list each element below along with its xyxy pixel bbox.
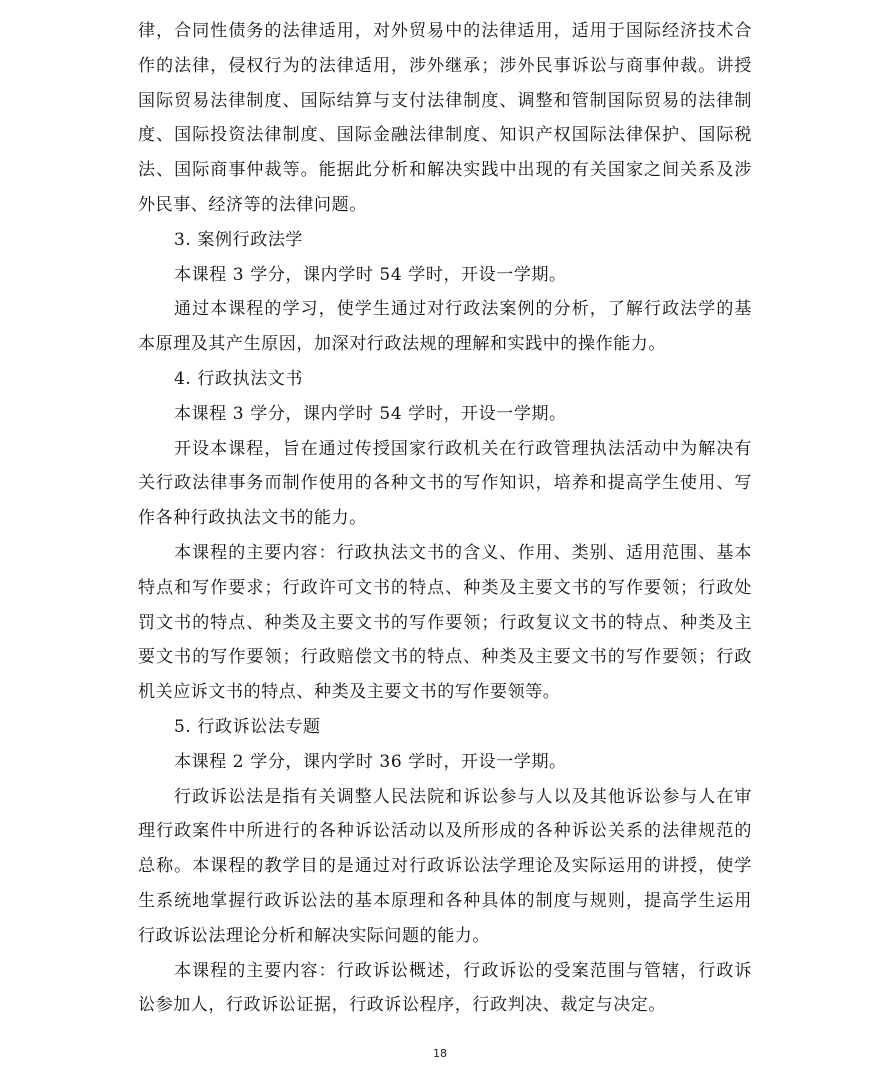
course-credits: 本课程 3 学分，课内学时 54 学时，开设一学期。	[174, 403, 567, 424]
paragraph-continuation: 律，合同性债务的法律适用，对外贸易中的法律适用，适用于国际经济技术合作的法律，侵权行为的法律适用，涉外继承；涉外民事诉讼与商事仲裁。讲授国际贸易法律制度、国际结算与支付法律制度、调整和管制国际贸易的法律制度、国际投资法律制度、国际金融法律制度、知识产权国际法律保护、国际税法、国际商事仲裁等。能据此分析和解决实践中出现的有关国家之间关系及涉外民事、经济等的法律问题。	[138, 21, 752, 215]
course-description: 开设本课程，旨在通过传授国家行政机关在行政管理执法活动中为解决有关行政法律事务而制作使用的各种文书的写作知识，培养和提高学生使用、写作各种行政执法文书的能力。	[138, 438, 752, 529]
course-credits: 本课程 3 学分，课内学时 54 学时，开设一学期。	[174, 264, 567, 285]
section-heading-case-administrative-law: 3. 案例行政法学	[174, 229, 304, 250]
section-heading-administrative-documents: 4. 行政执法文书	[174, 368, 304, 389]
course-credits: 本课程 2 学分，课内学时 36 学时，开设一学期。	[174, 751, 567, 772]
course-description: 行政诉讼法是指有关调整人民法院和诉讼参与人以及其他诉讼参与人在审理行政案件中所进行的各种诉讼活动以及所形成的各种诉讼关系的法律规范的总称。本课程的教学目的是通过对行政诉讼法学理论及实际运用的讲授，使学生系统地掌握行政诉讼法的基本原理和各种具体的制度与规则，提高学生运用行政诉讼法理论分析和解决实际问题的能力。	[138, 786, 752, 946]
course-main-content: 本课程的主要内容：行政执法文书的含义、作用、类别、适用范围、基本特点和写作要求；行政许可文书的特点、种类及主要文书的写作要领；行政处罚文书的特点、种类及主要文书的写作要领；行政复议文书的特点、种类及主要文书的写作要领；行政赔偿文书的特点、种类及主要文书的写作要领；行政机关应诉文书的特点、种类及主要文书的写作要领等。	[138, 542, 752, 703]
course-description: 通过本课程的学习，使学生通过对行政法案例的分析，了解行政法学的基本原理及其产生原因，加深对行政法规的理解和实践中的操作能力。	[138, 299, 752, 355]
course-main-content: 本课程的主要内容：行政诉讼概述，行政诉讼的受案范围与管辖，行政诉讼参加人，行政诉讼证据，行政诉讼程序，行政判决、裁定与决定。	[138, 960, 752, 1016]
page-content	[138, 14, 752, 1023]
page-number: 18	[433, 1047, 447, 1060]
section-heading-administrative-litigation: 5. 行政诉讼法专题	[174, 716, 321, 737]
